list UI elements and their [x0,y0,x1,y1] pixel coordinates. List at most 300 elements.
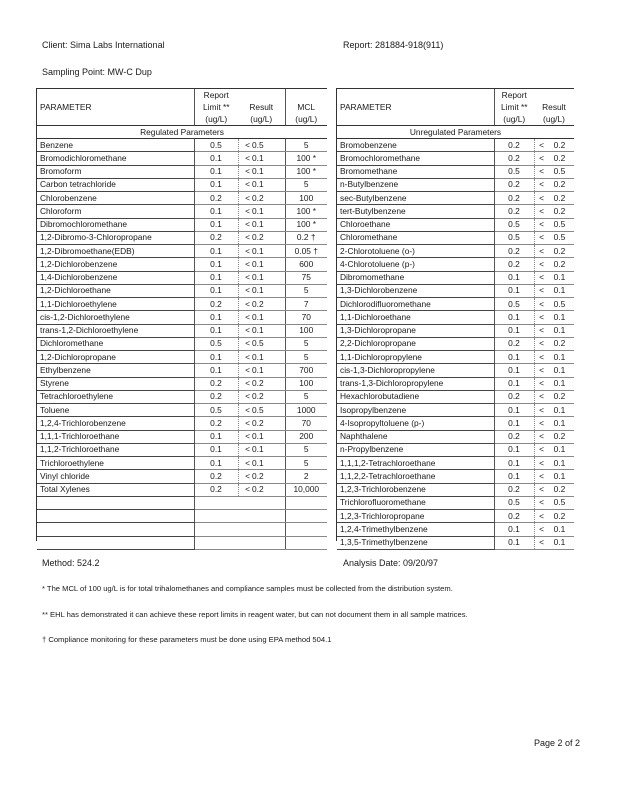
left-col-limit-h2: Limit ** [202,102,230,112]
less-than-sign: < [238,443,251,456]
less-than-sign: < [534,377,545,390]
result-value: 0.5 [251,337,285,350]
result-value: 0.1 [545,377,574,390]
parameter-name: 1,4-Dichlorobenzene [37,271,194,284]
result-value: 0.5 [545,496,574,509]
table-row [37,205,327,218]
less-than-sign: < [238,404,251,417]
parameter-name: Tetrachloroethylene [37,390,194,403]
less-than-sign: < [534,192,545,205]
report-limit: 0.2 [194,192,238,205]
less-than-sign: < [238,311,251,324]
mcl-value: 5 [285,390,327,403]
table-row [37,139,327,152]
result-value: 0.1 [251,178,285,191]
table-row [37,351,327,364]
result-value: 0.5 [251,404,285,417]
mcl-value: 100 [285,324,327,337]
mcl-value: 100 * [285,218,327,231]
less-than-sign: < [534,430,545,443]
report-limit: 0.1 [194,271,238,284]
parameter-name: Toluene [37,404,194,417]
less-than-sign: < [238,178,251,191]
empty-cell [285,523,327,536]
table-row [337,377,574,390]
parameter-name: 2,2-Dichloropropane [337,337,494,350]
table-row [37,178,327,191]
table-row [337,218,574,231]
less-than-sign: < [534,364,545,377]
empty-cell [285,496,327,509]
mcl-value: 100 [285,192,327,205]
result-value: 0.2 [251,192,285,205]
result-value: 0.1 [545,271,574,284]
less-than-sign: < [534,536,545,549]
report-limit: 0.2 [494,152,534,165]
table-row [337,298,574,311]
mcl-value: 5 [285,337,327,350]
table-row [337,536,574,549]
report-limit: 0.2 [194,390,238,403]
result-value: 0.1 [251,351,285,364]
less-than-sign: < [534,457,545,470]
less-than-sign: < [534,337,545,350]
result-value: 0.1 [545,523,574,536]
result-value: 0.1 [251,165,285,178]
parameter-name: 1,2-Dichlorobenzene [37,258,194,271]
result-value: 0.5 [545,165,574,178]
parameter-name: 4-Isopropyltoluene (p-) [337,417,494,430]
table-row [337,231,574,244]
right-col-result-h1: Result [542,102,566,112]
report-limit: 0.2 [194,470,238,483]
empty-row [37,523,327,536]
table-row [337,404,574,417]
parameter-name: Bromochloromethane [337,152,494,165]
less-than-sign: < [534,218,545,231]
less-than-sign: < [238,139,251,152]
parameter-name: 1,2,4-Trimethylbenzene [337,523,494,536]
table-row [337,510,574,523]
parameter-name: 1,1,2-Trichloroethane [37,443,194,456]
result-value: 0.1 [251,430,285,443]
footnote-report-limits: ** EHL has demonstrated it can achieve these report limits in reagent water, but can not document them in all sample matrices. [42,610,468,619]
parameter-name: trans-1,3-Dichloropropylene [337,377,494,390]
less-than-sign: < [534,496,545,509]
report-limit: 0.2 [494,192,534,205]
table-row [337,430,574,443]
empty-row [37,496,327,509]
parameter-name: Bromodichloromethane [37,152,194,165]
left-col-mcl-h1: MCL [285,101,327,113]
table-row [37,470,327,483]
table-row [37,390,327,403]
result-value: 0.2 [545,390,574,403]
less-than-sign: < [238,390,251,403]
report-limit: 0.1 [494,377,534,390]
right-col-parameter: PARAMETER [337,101,494,113]
report-limit: 0.2 [494,178,534,191]
result-value: 0.2 [545,205,574,218]
result-value: 0.2 [251,417,285,430]
report-limit: 0.5 [494,165,534,178]
table-row [37,483,327,496]
parameter-name: 1,1-Dichloropropylene [337,351,494,364]
result-value: 0.2 [545,245,574,258]
report-limit: 0.1 [194,364,238,377]
less-than-sign: < [534,271,545,284]
less-than-sign: < [534,404,545,417]
report-limit: 0.1 [194,152,238,165]
less-than-sign: < [238,430,251,443]
result-value: 0.2 [545,337,574,350]
parameter-name: 1,2,3-Trichlorobenzene [337,483,494,496]
right-col-limit-h2: Limit ** [500,102,528,112]
table-row [337,178,574,191]
less-than-sign: < [534,139,545,152]
result-value: 0.1 [545,311,574,324]
parameter-name: trans-1,2-Dichloroethylene [37,324,194,337]
less-than-sign: < [238,218,251,231]
less-than-sign: < [238,192,251,205]
report-limit: 0.1 [494,271,534,284]
result-value: 0.1 [251,284,285,297]
empty-cell [194,496,285,509]
report-limit: 0.1 [494,470,534,483]
empty-cell [194,523,285,536]
table-row [337,351,574,364]
parameter-name: Dichloromethane [37,337,194,350]
parameter-name: 1,2,3-Trichloropropane [337,510,494,523]
parameter-name: Naphthalene [337,430,494,443]
table-row [37,443,327,456]
less-than-sign: < [534,417,545,430]
report-limit: 0.5 [194,337,238,350]
report-limit: 0.2 [494,337,534,350]
parameter-name: Trichloroethylene [37,457,194,470]
result-value: 0.1 [251,205,285,218]
parameter-name: 1,2-Dibromo-3-Chloropropane [37,231,194,244]
report-limit: 0.2 [494,483,534,496]
footnote-compliance: † Compliance monitoring for these parameters must be done using EPA method 504.1 [42,635,332,644]
right-col-limit-h1: Report [501,90,527,100]
result-value: 0.1 [545,284,574,297]
result-value: 0.1 [251,443,285,456]
less-than-sign: < [238,298,251,311]
parameter-name: 1,1,1,2-Tetrachloroethane [337,457,494,470]
mcl-value: 0.2 † [285,231,327,244]
less-than-sign: < [534,205,545,218]
report-limit: 0.1 [494,364,534,377]
report-limit: 0.1 [494,404,534,417]
mcl-value: 0.05 † [285,245,327,258]
table-row [337,192,574,205]
table-row [337,483,574,496]
less-than-sign: < [238,377,251,390]
result-value: 0.1 [251,364,285,377]
table-row [37,165,327,178]
parameter-name: 4-Chlorotoluene (p-) [337,258,494,271]
report-limit: 0.1 [194,245,238,258]
result-value: 0.2 [545,178,574,191]
report-limit: 0.1 [494,284,534,297]
parameter-name: 1,3-Dichlorobenzene [337,284,494,297]
table-row [37,152,327,165]
result-value: 0.1 [251,218,285,231]
result-value: 0.2 [251,298,285,311]
table-row [37,404,327,417]
less-than-sign: < [534,470,545,483]
result-value: 0.2 [545,139,574,152]
result-value: 0.2 [251,483,285,496]
mcl-value: 5 [285,284,327,297]
mcl-value: 10,000 [285,483,327,496]
left-col-mcl-h2: (ug/L) [285,113,327,126]
mcl-value: 7 [285,298,327,311]
result-value: 0.1 [251,457,285,470]
report-limit: 0.2 [494,258,534,271]
empty-row [37,536,327,549]
less-than-sign: < [534,510,545,523]
sampling-point: Sampling Point: MW-C Dup [42,67,152,77]
less-than-sign: < [534,311,545,324]
regulated-section-title: Regulated Parameters [37,126,327,139]
result-value: 0.2 [545,430,574,443]
report-limit: 0.1 [194,324,238,337]
table-row [37,364,327,377]
mcl-value: 70 [285,311,327,324]
result-value: 0.5 [545,298,574,311]
result-value: 0.2 [251,231,285,244]
table-row [37,245,327,258]
table-row [337,139,574,152]
report-limit: 0.1 [494,536,534,549]
table-row [337,523,574,536]
left-col-limit-h1: Report [203,90,229,100]
client-label: Client: Sima Labs International [42,40,165,50]
mcl-value: 100 * [285,152,327,165]
report-limit: 0.1 [494,324,534,337]
table-row [37,457,327,470]
table-row [337,364,574,377]
mcl-value: 100 * [285,205,327,218]
table-row [337,417,574,430]
table-row [37,311,327,324]
parameter-name: Bromobenzene [337,139,494,152]
less-than-sign: < [534,152,545,165]
parameter-name: 1,1,2,2-Tetrachloroethane [337,470,494,483]
table-row [337,205,574,218]
less-than-sign: < [238,152,251,165]
table-row [337,470,574,483]
parameter-name: Styrene [37,377,194,390]
analysis-date: Analysis Date: 09/20/97 [343,558,439,568]
less-than-sign: < [238,470,251,483]
less-than-sign: < [534,443,545,456]
empty-cell [37,510,194,523]
table-row [337,443,574,456]
less-than-sign: < [238,337,251,350]
result-value: 0.1 [545,324,574,337]
result-value: 0.1 [251,311,285,324]
table-row [37,284,327,297]
less-than-sign: < [534,324,545,337]
mcl-value: 5 [285,139,327,152]
less-than-sign: < [238,205,251,218]
right-col-result-h2: (ug/L) [534,113,574,126]
mcl-value: 5 [285,457,327,470]
report-limit: 0.5 [494,231,534,244]
table-row [37,377,327,390]
parameter-name: Carbon tetrachloride [37,178,194,191]
result-value: 0.1 [251,152,285,165]
report-limit: 0.1 [194,218,238,231]
empty-cell [37,523,194,536]
table-row [337,165,574,178]
report-limit: 0.1 [494,417,534,430]
report-limit: 0.1 [194,205,238,218]
less-than-sign: < [238,324,251,337]
result-value: 0.2 [545,258,574,271]
mcl-value: 600 [285,258,327,271]
mcl-value: 100 * [285,165,327,178]
mcl-value: 75 [285,271,327,284]
parameter-name: Dichlorodifluoromethane [337,298,494,311]
table-row [37,298,327,311]
table-row [37,218,327,231]
report-limit: 0.2 [194,377,238,390]
report-limit: 0.1 [494,351,534,364]
table-row [37,231,327,244]
mcl-value: 5 [285,443,327,456]
less-than-sign: < [238,258,251,271]
page-number: Page 2 of 2 [534,738,581,748]
empty-row [37,510,327,523]
parameter-name: Ethylbenzene [37,364,194,377]
empty-cell [37,496,194,509]
table-row [37,417,327,430]
parameter-name: 1,1-Dichloroethane [337,311,494,324]
result-value: 0.2 [545,152,574,165]
result-value: 0.5 [545,231,574,244]
result-value: 0.2 [251,470,285,483]
parameter-name: 2-Chlorotoluene (o-) [337,245,494,258]
parameter-name: tert-Butylbenzene [337,205,494,218]
right-col-limit-h3: (ug/L) [494,113,534,126]
left-col-result-h1: Result [249,102,274,112]
report-limit: 0.2 [494,245,534,258]
parameter-name: Chloromethane [337,231,494,244]
less-than-sign: < [534,390,545,403]
report-limit: 0.1 [194,258,238,271]
report-limit: 0.2 [494,430,534,443]
parameter-name: Dibromochloromethane [37,218,194,231]
parameter-name: Trichlorofluoromethane [337,496,494,509]
parameter-name: Dibromomethane [337,271,494,284]
less-than-sign: < [534,178,545,191]
parameter-name: cis-1,3-Dichloropropylene [337,364,494,377]
parameter-name: Vinyl chloride [37,470,194,483]
result-value: 0.1 [545,351,574,364]
regulated-parameters-table [37,89,327,550]
less-than-sign: < [534,245,545,258]
table-row [337,324,574,337]
report-limit: 0.1 [494,311,534,324]
parameter-name: Bromoform [37,165,194,178]
report-limit: 0.1 [194,457,238,470]
table-row [37,324,327,337]
less-than-sign: < [534,258,545,271]
report-limit: 0.1 [194,351,238,364]
report-limit: 0.5 [494,496,534,509]
report-limit: 0.1 [194,443,238,456]
mcl-value: 200 [285,430,327,443]
less-than-sign: < [534,351,545,364]
result-value: 0.2 [545,510,574,523]
result-value: 0.1 [545,417,574,430]
result-value: 0.1 [545,404,574,417]
table-row [337,258,574,271]
parameter-name: Hexachlorobutadiene [337,390,494,403]
table-row [37,258,327,271]
parameter-name: Bromomethane [337,165,494,178]
parameter-name: 1,3,5-Trimethylbenzene [337,536,494,549]
report-limit: 0.1 [494,443,534,456]
result-value: 0.1 [251,258,285,271]
table-row [337,245,574,258]
report-limit: 0.1 [194,284,238,297]
result-value: 0.1 [251,245,285,258]
report-limit: 0.1 [194,311,238,324]
report-limit: 0.5 [494,218,534,231]
less-than-sign: < [238,284,251,297]
less-than-sign: < [534,231,545,244]
result-value: 0.1 [545,364,574,377]
less-than-sign: < [238,457,251,470]
result-value: 0.5 [545,218,574,231]
less-than-sign: < [534,523,545,536]
parameter-name: n-Butylbenzene [337,178,494,191]
report-limit: 0.2 [194,298,238,311]
empty-cell [37,536,194,549]
result-value: 0.2 [545,192,574,205]
table-row [337,337,574,350]
less-than-sign: < [238,245,251,258]
parameter-name: cis-1,2-Dichloroethylene [37,311,194,324]
parameter-name: Chlorobenzene [37,192,194,205]
less-than-sign: < [534,284,545,297]
method-label: Method: 524.2 [42,558,100,568]
report-limit: 0.2 [494,390,534,403]
less-than-sign: < [238,165,251,178]
report-limit: 0.2 [194,417,238,430]
footnote-mcl: * The MCL of 100 ug/L is for total trihalomethanes and compliance samples must be collected from the distribution system. [42,584,453,593]
result-value: 0.5 [251,139,285,152]
left-col-limit-h3: (ug/L) [194,113,238,126]
table-row [337,152,574,165]
table-row [337,284,574,297]
empty-cell [285,510,327,523]
report-limit: 0.1 [194,430,238,443]
empty-cell [285,536,327,549]
left-col-result-h2: (ug/L) [238,113,285,126]
mcl-value: 1000 [285,404,327,417]
mcl-value: 2 [285,470,327,483]
report-limit: 0.2 [194,231,238,244]
less-than-sign: < [534,165,545,178]
table-row [37,192,327,205]
result-value: 0.2 [251,377,285,390]
